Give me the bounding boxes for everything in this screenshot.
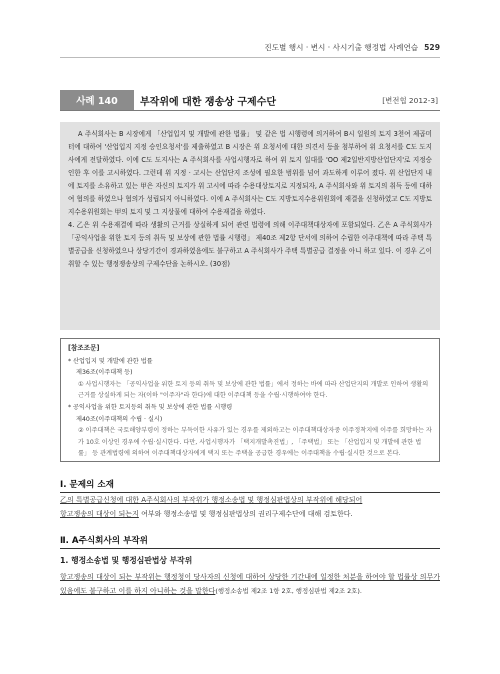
section1-text-underlined-1: 乙의 특별공급신청에 대한 A주식회사의 부작위가 행정소송법 및 행정심판법상의 부작위에 해당되어 [60,496,363,504]
section1-heading: Ⅰ. 문제의 소재 [60,480,114,490]
section1-text-rest: 여부와 행정소송법 및 행정심판법상의 권리구제수단에 대해 검토한다. [138,509,353,518]
reference-statutes-box [60,338,440,462]
section1-text-underlined-2: 항고쟁송의 대상이 되는지 [60,509,139,518]
reference-title: [참조조문] [68,344,100,352]
case-source: [변전협 2012-3] [382,95,438,105]
case-title-bar [60,90,440,111]
section2-paragraph [60,571,440,598]
section2-subheading: 1. 행정소송법 및 행정심판법상 부작위 [60,556,193,565]
law1-body: ① 사업시행자는 「공익사업을 위한 토지 등의 취득 및 보상에 관한 법률」에서 정하는 바에 따라 산업단지의 개발로 인하여 생활의 근거를 상실하게 되는 자(이하 "이주자"라 한다)에 대한 이주대책 등을 수립·시행하여야 한다. [78,380,429,400]
header-divider [60,57,440,58]
section1-paragraph [60,494,440,521]
fact-pattern-box [60,122,440,330]
case-label: 사례 140 [60,90,134,110]
running-head [264,42,440,53]
case-title: 부작위에 대한 쟁송상 구제수단 [140,96,277,108]
running-title: 진도별 행시 · 변시 · 사시기출 행정법 사례연습 [264,43,419,52]
section2-divider [60,548,440,549]
fact-paragraph-2: 4. 乙은 위 수용재결에 따라 생활의 근거를 상실하게 되어 관련 법령에 의해 이주대책대상자에 포함되었다. 乙은 A 주식회사가 「공익사업을 위한 토지 등의 취득 및 보상에 관한 법률 시행령」 제40조 제2항 단서에 의하여 수립한 이주대책에 따라 주택 특별공급을 신청하였으나 상당기간이 경과하였음에도 불구하고 A 주식회사가 주택 특별공급 결정을 아니 하고 있다. 이 경우 乙이 취할 수 있는 행정쟁송상의 구제수단을 논하시오. (30점) [68,221,432,268]
section2-text-underlined: 항고쟁송의 대상이 되는 부작위는 행정청이 당사자의 신청에 대하여 상당한 기간내에 일정한 처분을 하여야 할 법률상 의무가 있음에도 불구하고 이를 하지 아니하는 것을 말한다 [60,573,440,595]
law1-article: 제36조(이주대책 등) [76,369,133,377]
law2-name: * 공익사업을 위한 토지등의 취득 및 보상에 관한 법률 시행령 [68,403,233,411]
section1-divider [60,492,440,493]
section2-heading: Ⅱ. A주식회사의 부작위 [60,536,148,546]
fact-paragraph-1: A 주식회사는 B 시장에게 「산업입지 및 개발에 관한 법률」 및 같은 법 시행령에 의거하여 B시 일원의 토지 3천여 제곱미터에 대하여 '산업입지 지정 승인요청서'를 제출하였고 B 시장은 위 요청서에 대한 의견서 등을 첨부하여 위 요청서를 C도 도지사에게 전달하였다. 이에 C도 도지사는 A 주식회사를 사업시행자로 하여 위 토지 일대를 'OO 제2일반지방산업단지'로 지정승인한 후 이를 고시하였다. 그런데 위 지정 · 고시는 산업단지 조성에 필요한 범위를 넘어 과도하게 이루어 졌다. 위 산업단지 내에 토지를 소유하고 있는 甲은 자신의 토지가 위 고시에 따라 수용대상토지로 지정되자, A 주식회사와 위 토지의 취득 등에 대하여 협의를 하였으나 협의가 성립되지 아니하였다. 이에 A 주식회사는 C도 지방토지수용위원회에 재결을 신청하였고 C도 지방토지수용위원회는 甲의 토지 및 그 지상물에 대하여 수용재결을 하였다. [68,130,432,216]
law2-body: ② 이주대책은 국토해양부령이 정하는 부득이한 사유가 있는 경우를 제외하고는 이주대책대상자중 이주정착지에 이주를 희망하는 자가 10호 이상인 경우에 수립·실시한다. 다만, 사업시행자가 「택지개발촉진법」, 「주택법」 또는 「산업입지 및 개발에 관한 법률」 등 관계법령에 의하여 이주대책대상자에게 택지 또는 주택을 공급한 경우에는 이주대책을 수립·실시한 것으로 본다. [78,427,432,458]
page-number: 529 [424,43,440,52]
law1-name: * 산업입지 및 개발에 관한 법률 [68,357,153,365]
section2-text-rest: (행정소송법 제2조 1항 2호, 행정심판법 제2조 2호). [215,586,362,595]
law2-article: 제40조(이주대책의 수립 · 실시) [76,415,163,423]
